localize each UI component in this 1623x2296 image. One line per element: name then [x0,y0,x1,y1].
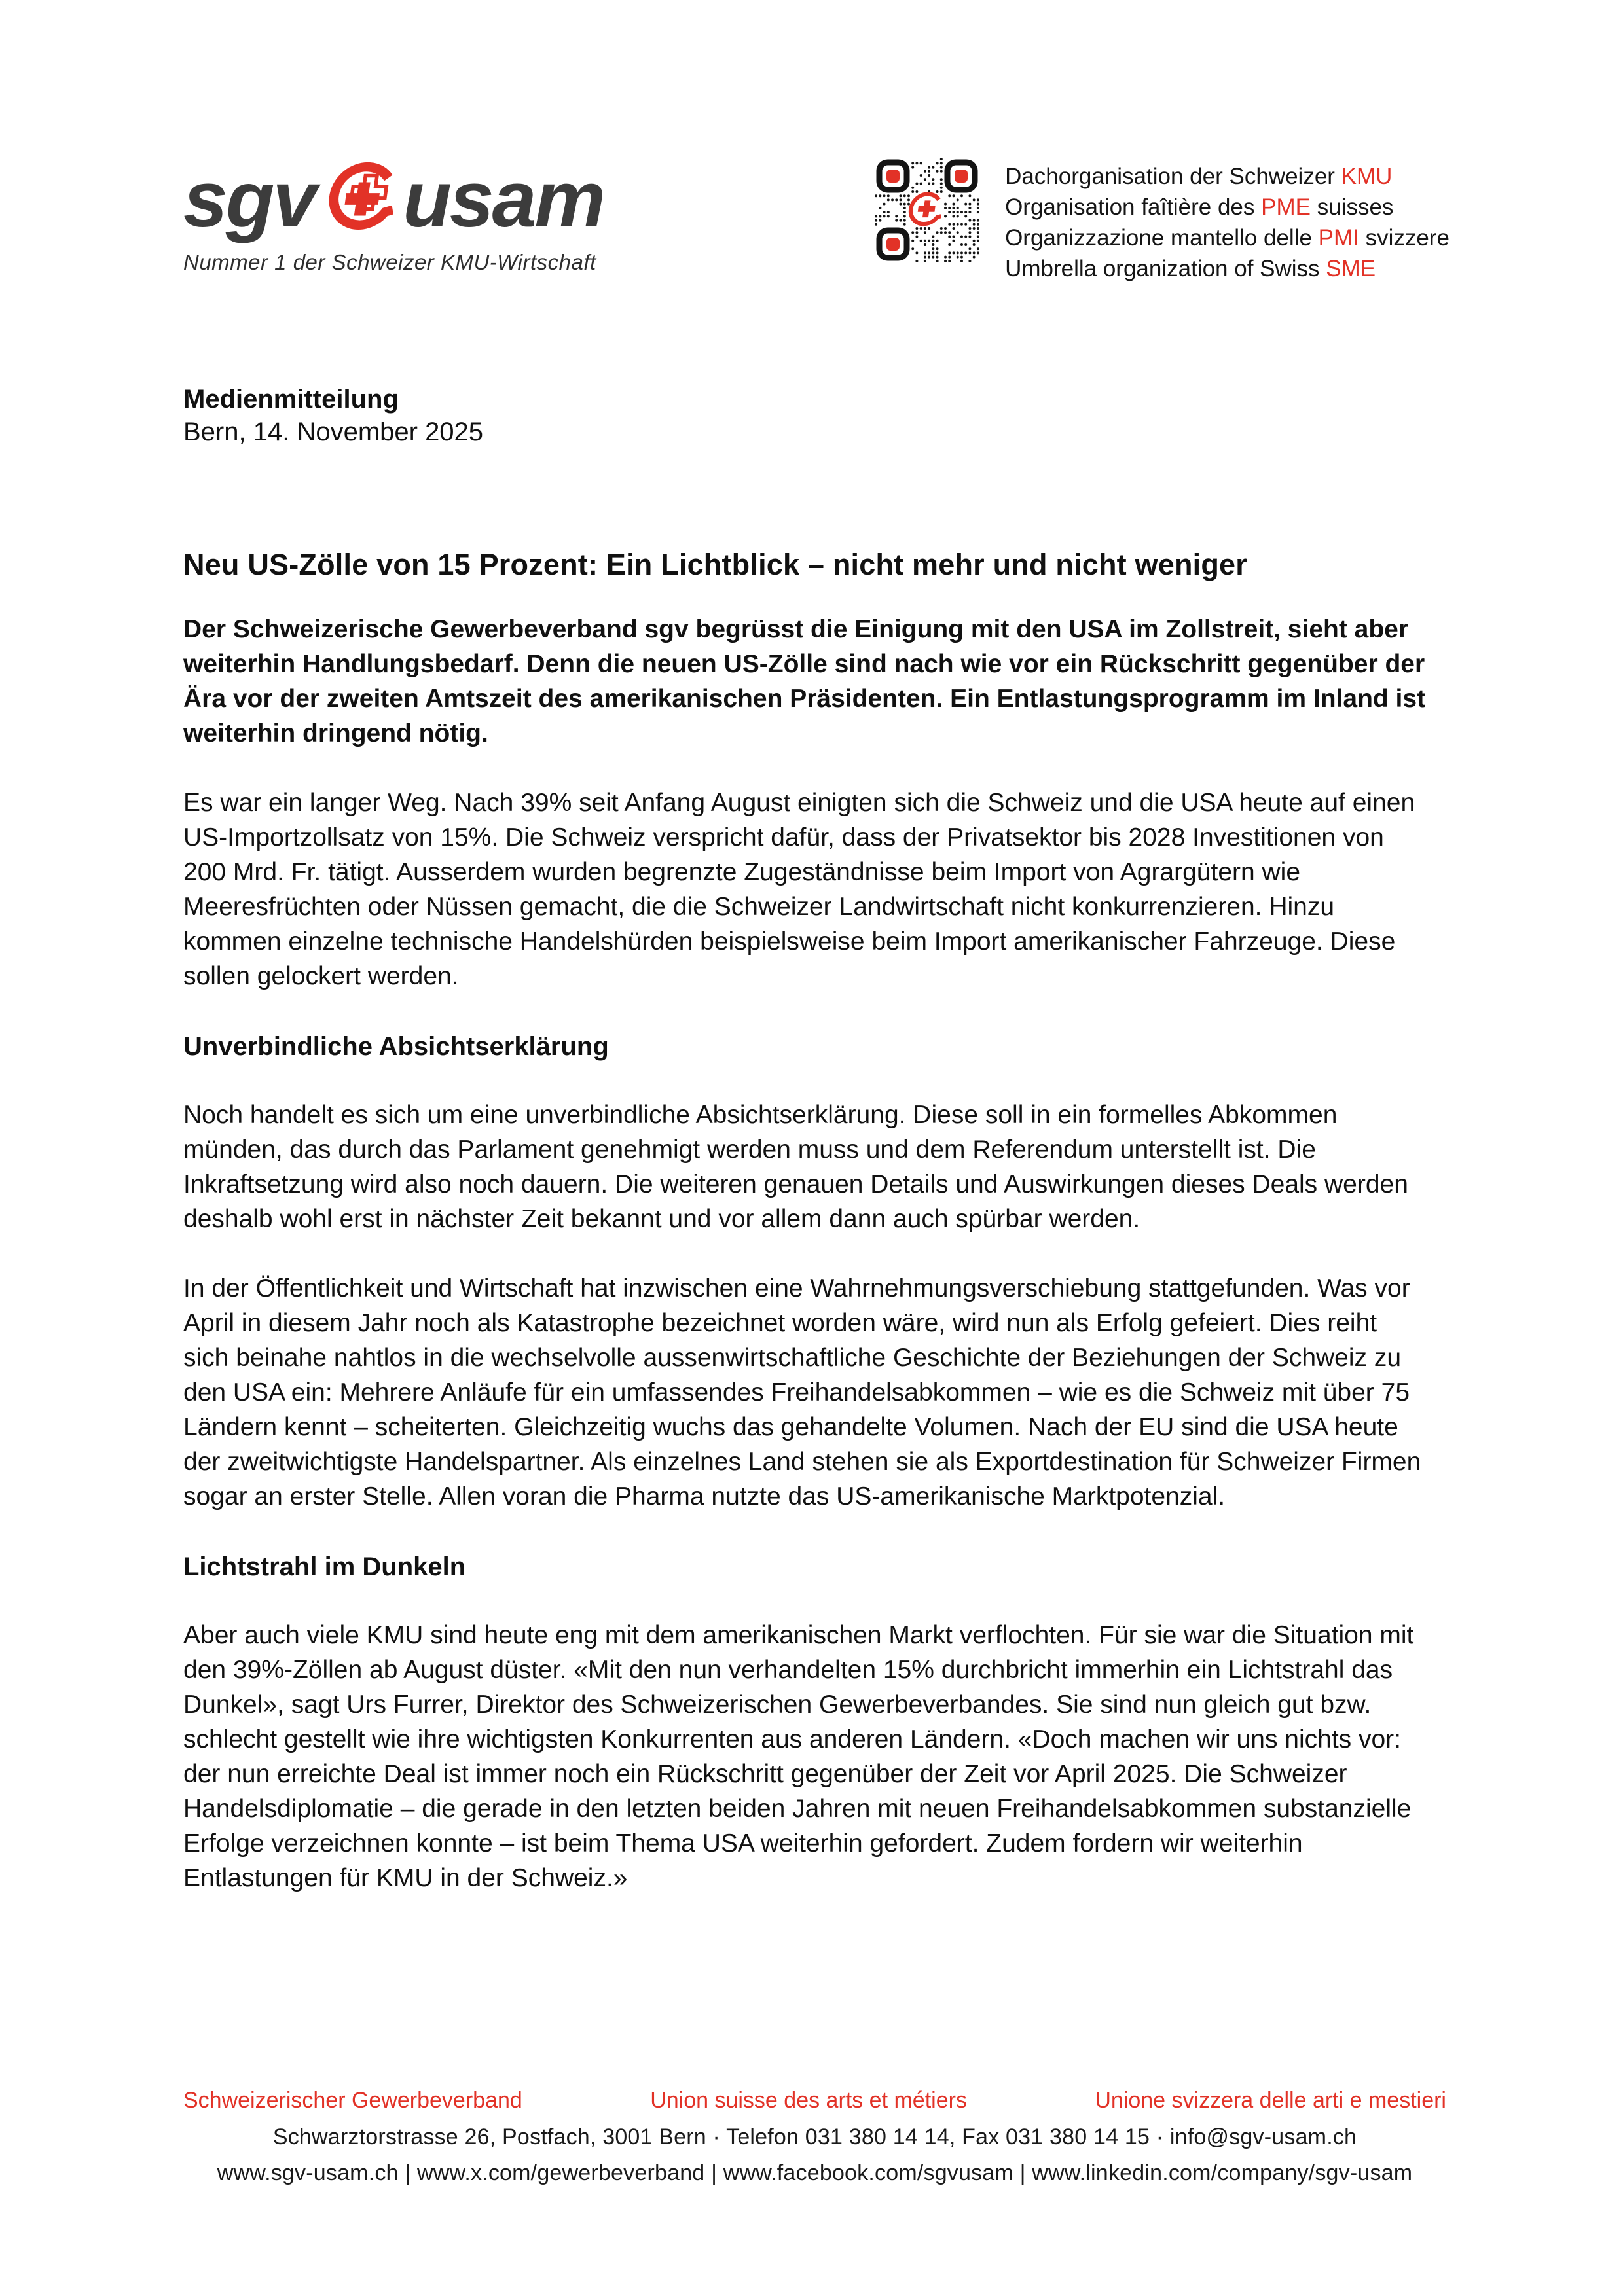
logo-text-usam: usam [403,154,604,243]
footer-web-line: www.sgv-usam.ch | www.x.com/gewerbeverband | www.facebook.com/sgvusam | www.linkedin.com/company/sgv-usam [217,2161,1413,2185]
footer-org-names [183,2088,1446,2113]
doc-type-label: Medienmitteilung [183,385,399,414]
masthead-right [874,157,1450,284]
org-line-it: Organizzazione mantello delle PMI svizzere [1005,225,1450,251]
article-title: Neu US-Zölle von 15 Prozent: Ein Lichtblick – nicht mehr und nicht weniger [183,548,1247,581]
footer-org-de: Schweizerischer Gewerbeverband [183,2088,522,2113]
document-body [183,383,1429,1895]
org-line-en: Umbrella organization of Swiss SME [1005,256,1376,281]
page-footer [183,2088,1446,2186]
masthead [183,154,1450,284]
lead-paragraph: Der Schweizerische Gewerbeverband sgv begrüsst die Einigung mit den USA im Zollstreit, sieht aber weiterhin Handlungsbedarf. Denn die neuen US-Zölle sind nach wie vor ein Rückschritt gegenüber der Ära vor der zweiten Amtszeit des amerikanischen Präsidenten. Ein Entlastungsprogramm im Inland ist weiterhin dringend nötig. [183,615,1426,747]
org-descriptions [1005,157,1450,284]
logo-tagline: Nummer 1 der Schweizer KMU-Wirtschaft [183,250,596,274]
paragraph-2: Noch handelt es sich um eine unverbindliche Absichtserklärung. Diese soll in ein formelles Abkommen münden, das durch das Parlament genehmigt werden muss und dem Referendum unterstellt ist. Die Inkraftsetzung wird also noch dauern. Die weiteren genauen Details und Auswirkungen dieses Deals werden deshalb wohl erst in nächster Zeit bekannt und vor allem dann auch spürbar werden. [183,1101,1408,1233]
sgv-usam-logo [183,154,604,275]
qr-center-emblem-icon [909,193,944,227]
paragraph-1: Es war ein langer Weg. Nach 39% seit Anfang August einigten sich die Schweiz und die USA heute auf einen US-Importzollsatz von 15%. Die Schweiz verspricht dafür, dass der Privatsektor bis 2028 Investitionen von 200 Mrd. Fr. tätigt. Ausserdem wurden begrenzte Zugeständnisse beim Import von Agrargütern wie Meeresfrüchten oder Nüssen gemacht, die die Schweizer Landwirtschaft nicht konkurrenzieren. Hinzu kommen einzelne technische Handelshürden beispielsweise beim Import amerikanischer Fahrzeuge. Diese sollen gelockert werden. [183,789,1415,990]
section-heading-lichtstrahl: Lichtstrahl im Dunkeln [183,1552,466,1581]
logo-text-sgv: sgv [183,154,316,243]
footer-org-it: Unione svizzera delle arti e mestieri [1095,2088,1446,2113]
org-line-de: Dachorganisation der Schweizer KMU [1005,164,1393,189]
paragraph-3: In der Öffentlichkeit und Wirtschaft hat inzwischen eine Wahrnehmungsverschiebung stattgefunden. Was vor April in diesem Jahr noch als Katastrophe bezeichnet worden wäre, wird nun als Erfolg gefeiert. Dies reiht sich beinahe nahtlos in die wechselvolle aussenwirtschaftliche Geschichte der Beziehungen der Schweiz zu den USA ein: Mehrere Anläufe für ein umfassendes Freihandelsabkommen – wie es die Schweiz mit über 75 Ländern kennt – scheiterten. Gleichzeitig wuchs das gehandelte Volumen. Nach der EU sind die USA heute der zweitwichtigste Handelspartner. Als einzelnes Land stehen sie als Exportdestination für Schweizer Firmen sogar an erster Stelle. Allen voran die Pharma nutzte das US-amerikanische Marktpotenzial. [183,1274,1421,1511]
qr-code [874,157,980,263]
swiss-cross-emblem-icon [321,157,401,241]
paragraph-4: Aber auch viele KMU sind heute eng mit dem amerikanischen Markt verflochten. Für sie war die Situation mit den 39%-Zöllen ab August düster. «Mit den nun verhandelten 15% durchbricht immerhin ein Lichtstrahl das Dunkel», sagt Urs Furrer, Direktor des Schweizerischen Gewerbeverbandes. Sie sind nun gleich gut bzw. schlecht gestellt wie ihre wichtigsten Konkurrenten aus anderen Ländern. «Doch machen wir uns nichts vor: der nun erreichte Deal ist immer noch ein Rückschritt gegenüber der Zeit vor April 2025. Die Schweizer Handelsdiplomatie – die gerade in den letzten beiden Jahren mit neuen Freihandelsabkommen substanzielle Erfolge verzeichnen konnte – ist beim Thema USA weiterhin gefordert. Zudem fordern wir weiterhin Entlastungen für KMU in der Schweiz.» [183,1621,1414,1892]
footer-org-fr: Union suisse des arts et métiers [650,2088,967,2113]
org-line-fr: Organisation faîtière des PME suisses [1005,194,1394,220]
dateline: Bern, 14. November 2025 [183,418,484,446]
footer-address-line: Schwarztorstrasse 26, Postfach, 3001 Bern · Telefon 031 380 14 14, Fax 031 380 14 15 · info@sgv-usam.ch [272,2125,1357,2149]
section-heading-absichtserklaerung: Unverbindliche Absichtserklärung [183,1032,609,1061]
